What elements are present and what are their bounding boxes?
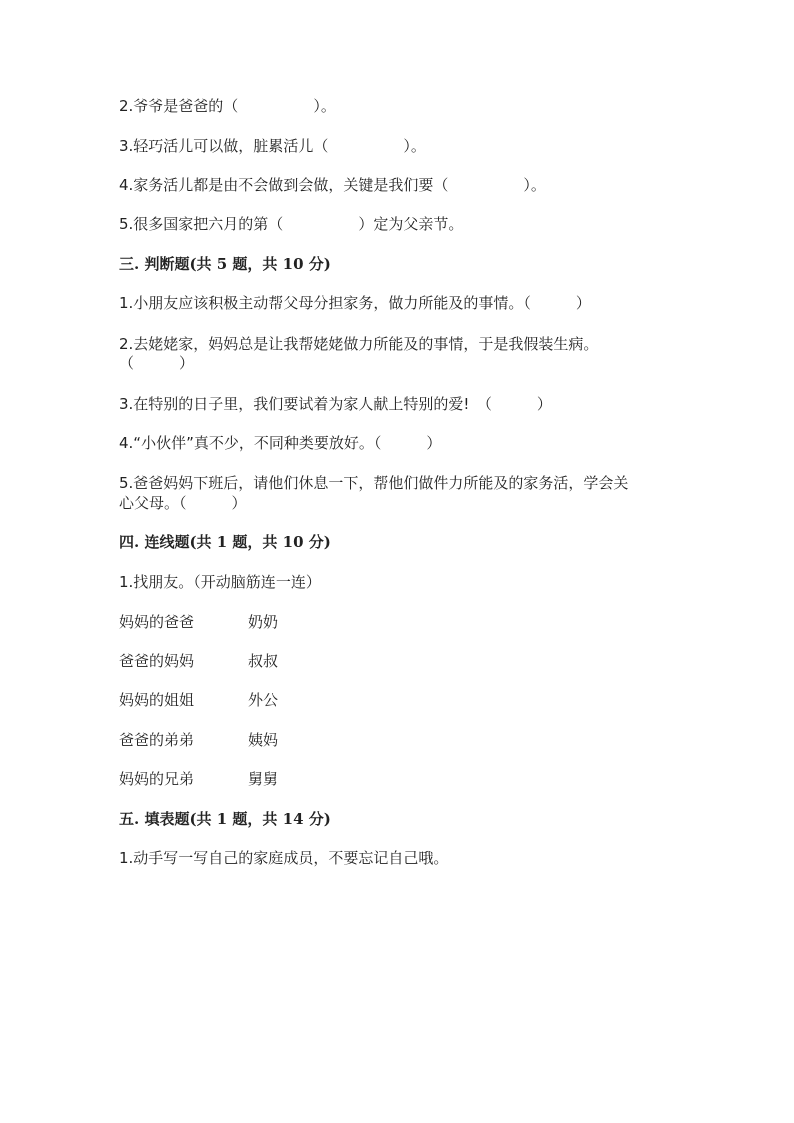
judge-question-2-line-1: 2.去姥姥家，妈妈总是让我帮姥姥做力所能及的事情，于是我假装生病。 xyxy=(119,335,599,353)
match-left-item: 爸爸的妈妈 xyxy=(119,652,195,670)
judge-question-3: 3.在特别的日子里，我们要试着为家人献上特别的爱! （ ） xyxy=(119,395,552,413)
fill-blank-question-3: 3.轻巧活儿可以做，脏累活儿（ ）。 xyxy=(119,137,426,155)
fill-blank-question-2: 2.爷爷是爸爸的（ ）。 xyxy=(119,97,336,115)
match-question-1: 1.找朋友。（开动脑筋连一连） xyxy=(119,573,321,591)
fill-blank-question-4: 4.家务活儿都是由不会做到会做，关键是我们要（ ）。 xyxy=(119,176,546,194)
table-question-1: 1.动手写一写自己的家庭成员，不要忘记自己哦。 xyxy=(119,849,449,867)
judge-question-5-line-1: 5.爸爸妈妈下班后，请他们休息一下，帮他们做件力所能及的家务活，学会关 xyxy=(119,474,629,492)
judge-question-2-line-2: （ ） xyxy=(119,354,195,372)
judge-question-5-line-2: 心父母。（ ） xyxy=(119,494,247,512)
section-5-heading: 五. 填表题(共 1 题，共 14 分) xyxy=(119,810,331,828)
match-right-item: 舅舅 xyxy=(248,770,279,788)
match-left-item: 妈妈的姐姐 xyxy=(119,691,195,709)
match-right-item: 姨妈 xyxy=(248,731,279,749)
judge-question-1: 1.小朋友应该积极主动帮父母分担家务，做力所能及的事情。（ ） xyxy=(119,294,591,312)
judge-question-4: 4.“小伙伴”真不少，不同种类要放好。（ ） xyxy=(119,434,442,452)
match-left-item: 爸爸的弟弟 xyxy=(119,731,195,749)
match-right-item: 外公 xyxy=(248,691,279,709)
match-right-item: 叔叔 xyxy=(248,652,279,670)
match-right-item: 奶奶 xyxy=(248,613,279,631)
section-3-heading: 三. 判断题(共 5 题，共 10 分) xyxy=(119,255,331,273)
match-left-item: 妈妈的兄弟 xyxy=(119,770,195,788)
section-4-heading: 四. 连线题(共 1 题，共 10 分) xyxy=(119,533,331,551)
match-left-item: 妈妈的爸爸 xyxy=(119,613,195,631)
fill-blank-question-5: 5.很多国家把六月的第（ ）定为父亲节。 xyxy=(119,215,464,233)
